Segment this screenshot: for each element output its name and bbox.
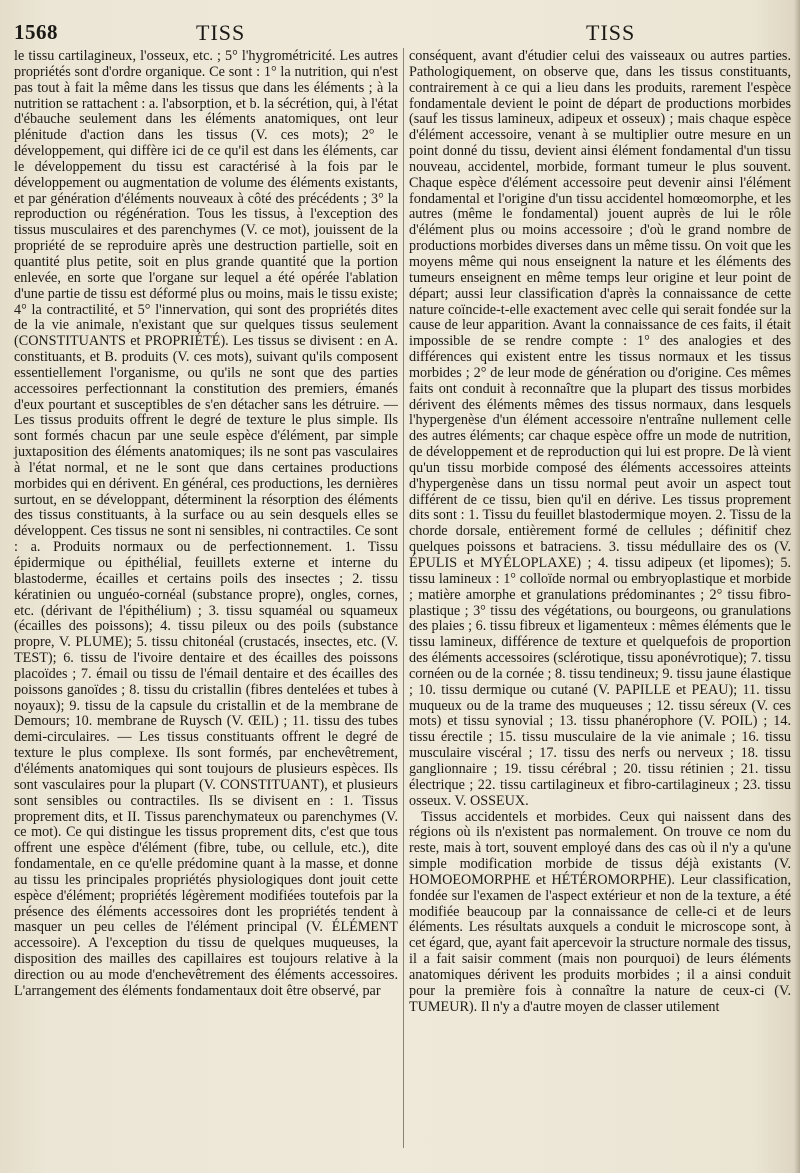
page-edge-shadow <box>794 0 800 1173</box>
left-column <box>14 49 398 1000</box>
right-column <box>409 49 791 1015</box>
right-column-paragraph: Tissus accidentels et morbides. Ceux qui naissent dans des régions où ils n'existent pas normalement. On trouve ce nom du reste, mais à tort, souvent employé dans des cas où il n'y a qu'une simple modification morbide de tissus déjà existants (V. HOMOEOMORPHE et HÉTÉROMORPHE). Leur classification, fondée sur l'examen de l'aspect extérieur et non de la texture, a été modifiée beaucoup par la connaissance de celle-ci et de leurs éléments. Les résultats auxquels a conduit le microscope sont, à cet égard, que, ayant fait apercevoir la structure normale des tissus, il a fait saisir comment (mais non pourquoi) de leurs éléments anatomiques dérivent les produits morbides ; il a ainsi conduit pour la première fois à connaître la nature de ceux-ci (V. TUMEUR). Il n'y a d'autre moyen de classer utilement <box>409 808 791 1015</box>
running-head-left: TISS <box>196 20 246 45</box>
running-head-right: TISS <box>586 20 636 45</box>
page-number: 1568 <box>14 20 58 44</box>
right-column-paragraph: conséquent, avant d'étudier celui des vaisseaux ou autres parties. Pathologiquement, on observe que, dans les tissus constituants, contrairement à ce qui a lieu dans les produits, rarement l'espèce fondamentale devient le point de départ de productions morbides (sauf les tissus lamineux, adipeux et osseux) ; mais chaque espèce d'élément accessoire, venant à se multiplier outre mesure en un point donné du tissu, devient ainsi élément fondamental d'un tissu nouveau, accidentel, morbide, formant tumeur le plus souvent. Chaque espèce d'élément accessoire peut devenir ainsi l'élément fondamental et l'origine d'un tissu accidentel homœomorphe, et les autres (même le fondamental) jouent auprès de lui le rôle d'élément plus ou moins accessoire ; d'où le grand nombre de productions morbides diverses dans un même tissu. On voit que les moyens même qui nous enseignent la nature et les éléments des tumeurs enseignent en même temps leur origine et leur point de départ; aussi leur classification d'après la connaissance de cette nature coïncide-t-elle exactement avec celle qui serait fondée sur la cause de leur apparition. Avant la connaissance de ces faits, il était impossible de se rendre compte : 1° des analogies et des différences qui existent entre les tissus normaux et les tissus morbides ; 2° de leur mode de génération ou d'origine. Ces mêmes faits ont conduit à reconnaître que la plupart des tissus morbides dérivent des éléments mêmes des tissus normaux, dans lesquels l'hypergenèse d'un élément accessoire n'entraîne nullement celle des autres éléments; car chaque espèce offre un mode de nutrition, de développement et de reproduction qui lui est propre. De là vient qu'un tissu morbide composé des éléments accessoires atteints d'hypergenèse dans un tissu normal peut avoir un aspect tout différent de ce tissu, bien qu'il en dérive. Les tissus proprement dits sont : 1. Tissu du feuillet blastodermique moyen. 2. Tissu de la chorde dorsale, entièrement formé de cellules ; définitif chez quelques poissons et batraciens. 3. tissu médullaire des os (V. ÉPULIS et MYÉLOPLAXE) ; 4. tissu adipeux (et lipomes); 5. tissu lamineux : 1° colloïde normal ou embryoplastique et morbide ; matière amorphe et granulations prédominantes ; 2° tissu fibro-plastique ; 3° tissu des végétations, ou bourgeons, ou granulations des plaies ; 6. tissu fibreux et ligamenteux : mêmes éléments que le tissu lamineux, différence de texture et quelquefois de proportion des éléments accessoires (sclérotique, tissu aponévrotique); 7. tissu cornéen ou de la cornée ; 8. tissu tendineux; 9. tissu jaune élastique ; 10. tissu dermique ou cutané (V. PAPILLE et PEAU); 11. tissu muqueux ou de la trame des muqueuses ; 12. tissu séreux (V. ces mots) et tissu synovial ; 13. tissu phanérophore (V. POIL) ; 14. tissu érectile ; 15. tissu musculaire de la vie animale ; 16. tissu musculaire viscéral ; 17. tissu des nerfs ou nerveux ; 18. tissu ganglionnaire ; 19. tissu cérébral ; 20. tissu rétinien ; 21. tissu électrique ; 22. tissu cartilagineux et fibro-cartilagineux ; 23. tissu osseux. V. OSSEUX. <box>409 48 791 809</box>
left-column-paragraph: le tissu cartilagineux, l'osseux, etc. ; 5° l'hygrométricité. Les autres propriétés sont d'ordre organique. Ce sont : 1° la nutrition, qui n'est pas tout à fait la même dans les tissus que dans les éléments ; à la nutrition se rattachent : a. l'absorption, et b. la sécrétion, qui, à l'état d'ébauche seulement dans les éléments anatomiques, ont leur plénitude d'action dans les tissus (V. ces mots); 2° le développement, qui diffère ici de ce qu'il est dans les éléments, car le développement du tissu est caractérisé à la fois par le développement ou augmentation de volume des éléments existants, et par génération d'éléments nouveaux à côté des précédents ; 3° la reproduction ou régénération. Tous les tissus, à l'exception des tissus musculaires et des parenchymes (V. ce mot), jouissent de la propriété de se reproduire après une destruction partielle, soit en quantité plus petite, soit en plus grande quantité que la portion enlevée, en sorte que l'organe sur lequel a été opérée l'ablation d'une partie de tissu est déformé plus ou moins, mais le tissu existe; 4° la contractilité, et 5° l'innervation, qui sont des propriétés dites de la vie animale, n'existant que sur quelques tissus seulement (CONSTITUANTS et PROPRIÉTÉ). Les tissus se divisent : en A. constituants, et B. produits (V. ces mots), suivant qu'ils composent essentiellement l'organisme, ou qu'ils ne sont que des parties accessoires perfectionnant la constitution des premiers, émanés d'eux pourtant et susceptibles de s'en détacher sans les détruire. — Les tissus produits offrent le degré de texture le plus simple. Ils sont formés chacun par une seule espèce d'élément, par simple juxtaposition des éléments anatomiques; ils ne sont pas vasculaires à l'état normal, et ne le sont que dans certaines productions morbides qui en dérivent. En général, ces productions, les dernières surtout, en se développant, déterminent la résorption des éléments des tissus constituants, à la surface ou au sein desquels elles se développent. Ces tissus ne sont ni sensibles, ni contractiles. Ce sont : a. Produits normaux ou de perfectionnement. 1. Tissu épidermique ou épithélial, feuillets externe et interne du blastoderme, écailles et certains poils des insectes ; 2. tissu kératinien ou unguéo-cornéal (substance propre), ongles, cornes, etc. (dérivant de l'épithélium) ; 3. tissu squaméal ou squameux (écailles des poissons); 4. tissu pileux ou des poils (substance propre, V. PLUME); 5. tissu chitonéal (crustacés, insectes, etc. (V. TEST); 6. tissu de l'ivoire dentaire et des écailles des poissons placoïdes ; 7. émail ou tissu de l'émail dentaire et des écailles des poissons ganoïdes ; 8. tissu du cristallin (fibres dentelées et tubes à noyaux); 9. tissu de la capsule du cristallin et de la membrane de Demours; 10. membrane de Ruysch (V. ŒIL) ; 11. tissu des tubes demi-circulaires. — Les tissus constituants offrent le degré de texture le plus complexe. Ils sont formés, par enchevêtrement, d'éléments anatomiques qui sont toujours de plusieurs espèces. Ils sont vasculaires pour la plupart (V. CONSTITUANT), et plusieurs sont sensibles ou contractiles. Ils se divisent en : 1. Tissus proprement dits, et II. Tissus parenchymateux ou parenchymes (V. ce mot). Ce qui distingue les tissus proprement dits, c'est que tous offrent une espèce d'élément (fibre, tube, ou cellule, etc.), dite fondamentale, en ce qu'elle prédomine quant à la masse, et donne au tissu les principales propriétés physiologiques dont jouit cette espèce d'élément; propriétés légèrement modifiées toutefois par la présence des éléments accessoires dont les propriétés tendent à masquer un peu celles de l'élément principal (V. ÉLÉMENT accessoire). A l'exception du tissu de quelques muqueuses, la disposition des mailles des capillaires est toujours relative à la direction ou au mode d'enchevêtrement des éléments accessoires. L'arrangement des éléments fondamentaux doit être observé, par <box>14 48 398 999</box>
page-header <box>0 20 800 48</box>
column-divider <box>403 48 404 1148</box>
